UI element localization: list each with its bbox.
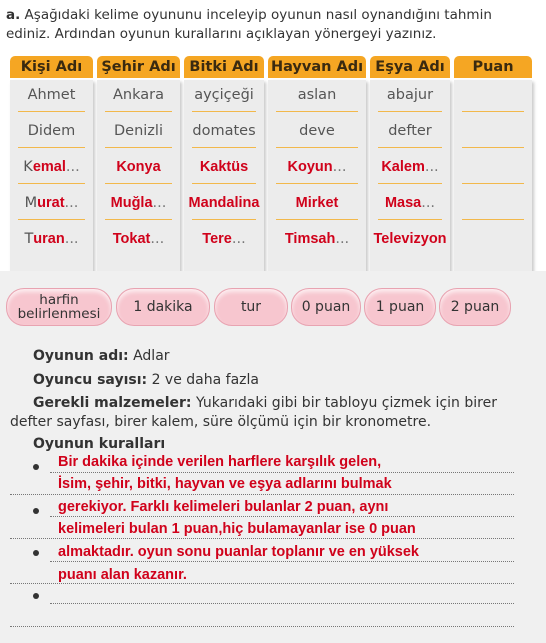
handwritten-answer: emal bbox=[32, 159, 66, 175]
handwritten-rule-line: gerekiyor. Farklı kelimeleri bulanlar 2 puan, aynı bbox=[58, 499, 389, 515]
handwritten-rule-line: İsim, şehir, bitki, hayvan ve eşya adlarını bulmak bbox=[58, 476, 392, 492]
header-puan: Puan bbox=[454, 56, 532, 78]
answer-line bbox=[10, 626, 514, 627]
table-cell: Ahmet bbox=[10, 80, 93, 116]
table-cell: abajur bbox=[370, 80, 450, 116]
table-cell: Denizli bbox=[97, 116, 180, 152]
answer-line bbox=[50, 516, 514, 517]
chip-1-dakika: 1 dakika bbox=[116, 288, 210, 326]
answer-line bbox=[10, 583, 514, 584]
answer-line bbox=[50, 603, 514, 604]
puan-cell bbox=[454, 116, 532, 152]
table-cell: Kalem... bbox=[370, 152, 450, 188]
table-cell: Tokat... bbox=[112, 231, 165, 247]
chip-tur: tur bbox=[214, 288, 288, 326]
materials: Gerekli malzemeler: Yukarıdaki gibi bir tabloyu çizmek için birer bbox=[33, 395, 497, 411]
handwritten-answer: Timsah bbox=[284, 231, 336, 247]
table-cell: Masa... bbox=[370, 188, 450, 224]
table-cell: domates bbox=[184, 116, 264, 152]
answer-line bbox=[50, 561, 514, 562]
header-esya: Eşya Adı bbox=[370, 56, 450, 78]
bullet-dot bbox=[33, 593, 39, 599]
puan-cell bbox=[454, 80, 532, 116]
table-cell bbox=[97, 152, 180, 188]
table-cell: defter bbox=[370, 116, 450, 152]
puan-cell bbox=[454, 224, 532, 260]
bullet-dot bbox=[33, 550, 39, 556]
handwritten-rule-line: almaktadır. oyun sonu puanlar toplanır ve en yüksek bbox=[58, 544, 419, 560]
handwritten-answer: Konya bbox=[116, 159, 161, 175]
puan-cell bbox=[454, 152, 532, 188]
materials-continued: defter sayfası, birer kalem, süre ölçümü için bir kronometre. bbox=[10, 414, 432, 430]
header-kisi: Kişi Adı bbox=[10, 56, 93, 78]
table-cell: Timsah... bbox=[284, 231, 350, 247]
rules-title: Oyunun kuralları bbox=[33, 436, 166, 452]
game-name: Oyunun adı: Adlar bbox=[33, 348, 170, 364]
bullet-dot bbox=[33, 464, 39, 470]
handwritten-answer: urat bbox=[37, 195, 65, 211]
table-cell bbox=[370, 224, 450, 260]
handwritten-rule-line: puanı alan kazanır. bbox=[58, 567, 187, 583]
table-cell: Koyun... bbox=[268, 152, 366, 188]
handwritten-answer: Koyun bbox=[287, 159, 333, 175]
table-cell: Kemal... bbox=[10, 152, 93, 188]
table-cell: Tere... bbox=[202, 231, 246, 247]
table-cell: ayçiçeği bbox=[184, 80, 264, 116]
table-cell: deve bbox=[268, 116, 366, 152]
handwritten-answer: Kaktüs bbox=[199, 159, 249, 175]
header-hayvan: Hayvan Adı bbox=[268, 56, 366, 78]
table-cell: Murat... bbox=[10, 188, 93, 224]
table-cell: Muğla... bbox=[97, 188, 180, 224]
handwritten-answer: Masa bbox=[384, 195, 422, 211]
header-bitki: Bitki Adı bbox=[184, 56, 264, 78]
handwritten-answer: uran bbox=[33, 231, 65, 247]
chip-harfin-belirlenmesi: harfin belirlenmesi bbox=[6, 288, 112, 326]
instruction-body: Aşağıdaki kelime oyununu inceleyip oyunun nasıl oynandığını tahmin ediniz. Ardından oyunun kurallarını açıklayan yönergeyi yazınız. bbox=[6, 7, 492, 42]
table-cell: Didem bbox=[10, 116, 93, 152]
table-cell bbox=[184, 188, 264, 224]
handwritten-answer: Mirket bbox=[295, 195, 339, 211]
answer-line bbox=[50, 472, 514, 473]
puan-cell bbox=[454, 188, 532, 224]
instruction-text bbox=[6, 6, 536, 44]
instruction-letter: a. bbox=[6, 7, 21, 23]
table-cell: Turan... bbox=[24, 231, 79, 247]
header-sehir: Şehir Adı bbox=[97, 56, 180, 78]
chip-2-puan: 2 puan bbox=[439, 288, 511, 326]
table-cell: aslan bbox=[268, 80, 366, 116]
handwritten-rule-line: Bir dakika içinde verilen harflere karşılık gelen, bbox=[58, 454, 382, 470]
chip-1-puan: 1 puan bbox=[364, 288, 436, 326]
handwritten-answer: Televizyon bbox=[373, 231, 447, 247]
table-cell bbox=[184, 152, 264, 188]
handwritten-answer: Tere bbox=[202, 231, 232, 247]
chip-0-puan: 0 puan bbox=[291, 288, 361, 326]
handwritten-answer: Mandalina bbox=[188, 195, 260, 211]
answer-line bbox=[10, 494, 514, 495]
handwritten-rule-line: kelimeleri bulan 1 puan,hiç bulamayanlar ise 0 puan bbox=[58, 521, 416, 537]
table-cell bbox=[268, 188, 366, 224]
table-cell: Ankara bbox=[97, 80, 180, 116]
player-count: Oyuncu sayısı: 2 ve daha fazla bbox=[33, 372, 259, 388]
handwritten-answer: Tokat bbox=[112, 231, 151, 247]
answer-line bbox=[10, 538, 514, 539]
handwritten-answer: Kalem bbox=[381, 159, 425, 175]
bullet-dot bbox=[33, 508, 39, 514]
handwritten-answer: Muğla bbox=[110, 195, 153, 211]
